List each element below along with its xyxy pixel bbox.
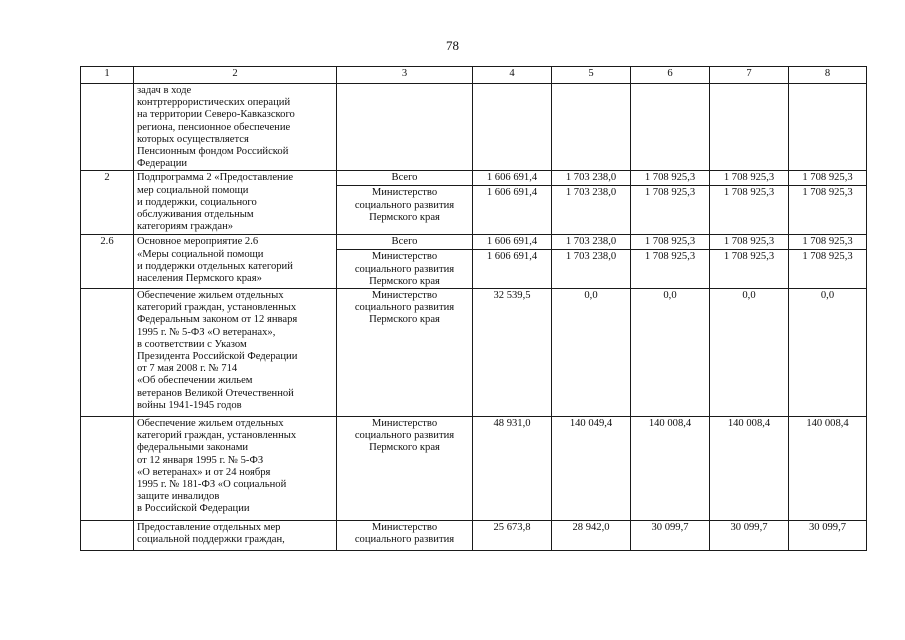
- column-number: 5: [552, 67, 631, 84]
- funding-value-year-1: 32 539,5: [473, 289, 552, 417]
- column-number: 2: [134, 67, 337, 84]
- funding-value-year-5: 30 099,7: [789, 521, 867, 551]
- row-number: [81, 521, 134, 551]
- funding-value-year-5: 1 708 925,3: [789, 250, 867, 289]
- funding-value-year-2: 1 703 238,0: [552, 235, 631, 250]
- funding-value-year-1: 1 606 691,4: [473, 171, 552, 186]
- row-number: [81, 417, 134, 521]
- funding-value-year-5: 1 708 925,3: [789, 186, 867, 235]
- table-row: [81, 84, 867, 171]
- column-number: 1: [81, 67, 134, 84]
- budget-table: [80, 66, 867, 551]
- funding-value-year-1: 25 673,8: [473, 521, 552, 551]
- funding-value-year-3: 140 008,4: [631, 417, 710, 521]
- row-number: [81, 289, 134, 417]
- table-row: [81, 521, 867, 551]
- funding-value-year-1: 1 606 691,4: [473, 250, 552, 289]
- funding-value-year-4: 1 708 925,3: [710, 250, 789, 289]
- row-description-cell: [134, 171, 337, 235]
- funding-value-year-5: 1 708 925,3: [789, 171, 867, 186]
- funding-value-year-4: 1 708 925,3: [710, 186, 789, 235]
- funding-value-year-4: [710, 84, 789, 171]
- funding-value-year-4: 30 099,7: [710, 521, 789, 551]
- row-description: задач в ходе контртеррористических операций на территории Северо-Кавказского региона, пенсионное обеспечение которых осуществляется Пенсионным фондом Российской Федерации: [137, 85, 295, 170]
- responsible-executor: Министерство социального развития Пермского края: [337, 186, 473, 235]
- funding-value-year-3: 30 099,7: [631, 521, 710, 551]
- funding-value-year-5: [789, 84, 867, 171]
- row-number: [81, 84, 134, 171]
- funding-value-year-2: 1 703 238,0: [552, 250, 631, 289]
- row-description: Обеспечение жильем отдельных категорий граждан, установленных федеральными законами от 12 января 1995 г. № 5-ФЗ «О ветеранах» и от 24 ноября 1995 г. № 181-ФЗ «О социальной защите инвалидов в Российской Федерации: [137, 418, 297, 515]
- funding-value-year-3: 1 708 925,3: [631, 171, 710, 186]
- funding-value-year-2: 1 703 238,0: [552, 186, 631, 235]
- row-description: Подпрограмма 2 «Предоставление мер социальной помощи и поддержки, социального обслуживания отдельным категориям граждан»: [137, 172, 294, 233]
- funding-value-year-1: 48 931,0: [473, 417, 552, 521]
- funding-value-year-2: 0,0: [552, 289, 631, 417]
- column-number-header: [81, 67, 867, 84]
- funding-value-year-4: 1 708 925,3: [710, 171, 789, 186]
- funding-value-year-3: 0,0: [631, 289, 710, 417]
- row-description-cell: [134, 417, 337, 521]
- funding-value-year-3: 1 708 925,3: [631, 186, 710, 235]
- row-number: 2.6: [81, 235, 134, 289]
- page-number: 78: [446, 38, 459, 53]
- column-number: 7: [710, 67, 789, 84]
- table-row: [81, 417, 867, 521]
- responsible-executor: Министерство социального развития Пермского края: [337, 289, 473, 417]
- column-number: 6: [631, 67, 710, 84]
- funding-value-year-5: 1 708 925,3: [789, 235, 867, 250]
- row-description: Обеспечение жильем отдельных категорий граждан, установленных Федеральным законом от 12 января 1995 г. № 5-ФЗ «О ветеранах», в соответствии с Указом Президента Российской Федерации от 7 мая 2008 г. № 714 «Об обеспечении жильем ветеранов Великой Отечественной войны 1941-1945 годов: [137, 290, 298, 411]
- row-number: 2: [81, 171, 134, 235]
- funding-value-year-3: 1 708 925,3: [631, 250, 710, 289]
- funding-value-year-3: 1 708 925,3: [631, 235, 710, 250]
- funding-value-year-5: 140 008,4: [789, 417, 867, 521]
- responsible-executor: Министерство социального развития Пермского края: [337, 250, 473, 289]
- responsible-executor: Всего: [337, 171, 473, 186]
- column-number: 8: [789, 67, 867, 84]
- responsible-executor: Министерство социального развития: [337, 521, 473, 551]
- row-description: Предоставление отдельных мер социальной поддержки граждан,: [137, 522, 285, 546]
- funding-value-year-4: 0,0: [710, 289, 789, 417]
- funding-value-year-3: [631, 84, 710, 171]
- funding-value-year-1: 1 606 691,4: [473, 186, 552, 235]
- funding-value-year-2: 1 703 238,0: [552, 171, 631, 186]
- funding-value-year-2: 140 049,4: [552, 417, 631, 521]
- funding-value-year-2: [552, 84, 631, 171]
- funding-value-year-4: 1 708 925,3: [710, 235, 789, 250]
- row-description-cell: [134, 289, 337, 417]
- column-number: 3: [337, 67, 473, 84]
- row-description-cell: [134, 235, 337, 289]
- table-row: [81, 289, 867, 417]
- table-row: [81, 171, 867, 186]
- funding-value-year-1: 1 606 691,4: [473, 235, 552, 250]
- responsible-executor: [337, 84, 473, 171]
- row-description: Основное мероприятие 2.6 «Меры социальной помощи и поддержки отдельных категорий населения Пермского края»: [137, 236, 293, 285]
- row-description-cell: [134, 84, 337, 171]
- table-row: [81, 235, 867, 250]
- column-number: 4: [473, 67, 552, 84]
- funding-value-year-2: 28 942,0: [552, 521, 631, 551]
- funding-value-year-4: 140 008,4: [710, 417, 789, 521]
- responsible-executor: Министерство социального развития Пермского края: [337, 417, 473, 521]
- row-description-cell: [134, 521, 337, 551]
- funding-value-year-1: [473, 84, 552, 171]
- responsible-executor: Всего: [337, 235, 473, 250]
- funding-value-year-5: 0,0: [789, 289, 867, 417]
